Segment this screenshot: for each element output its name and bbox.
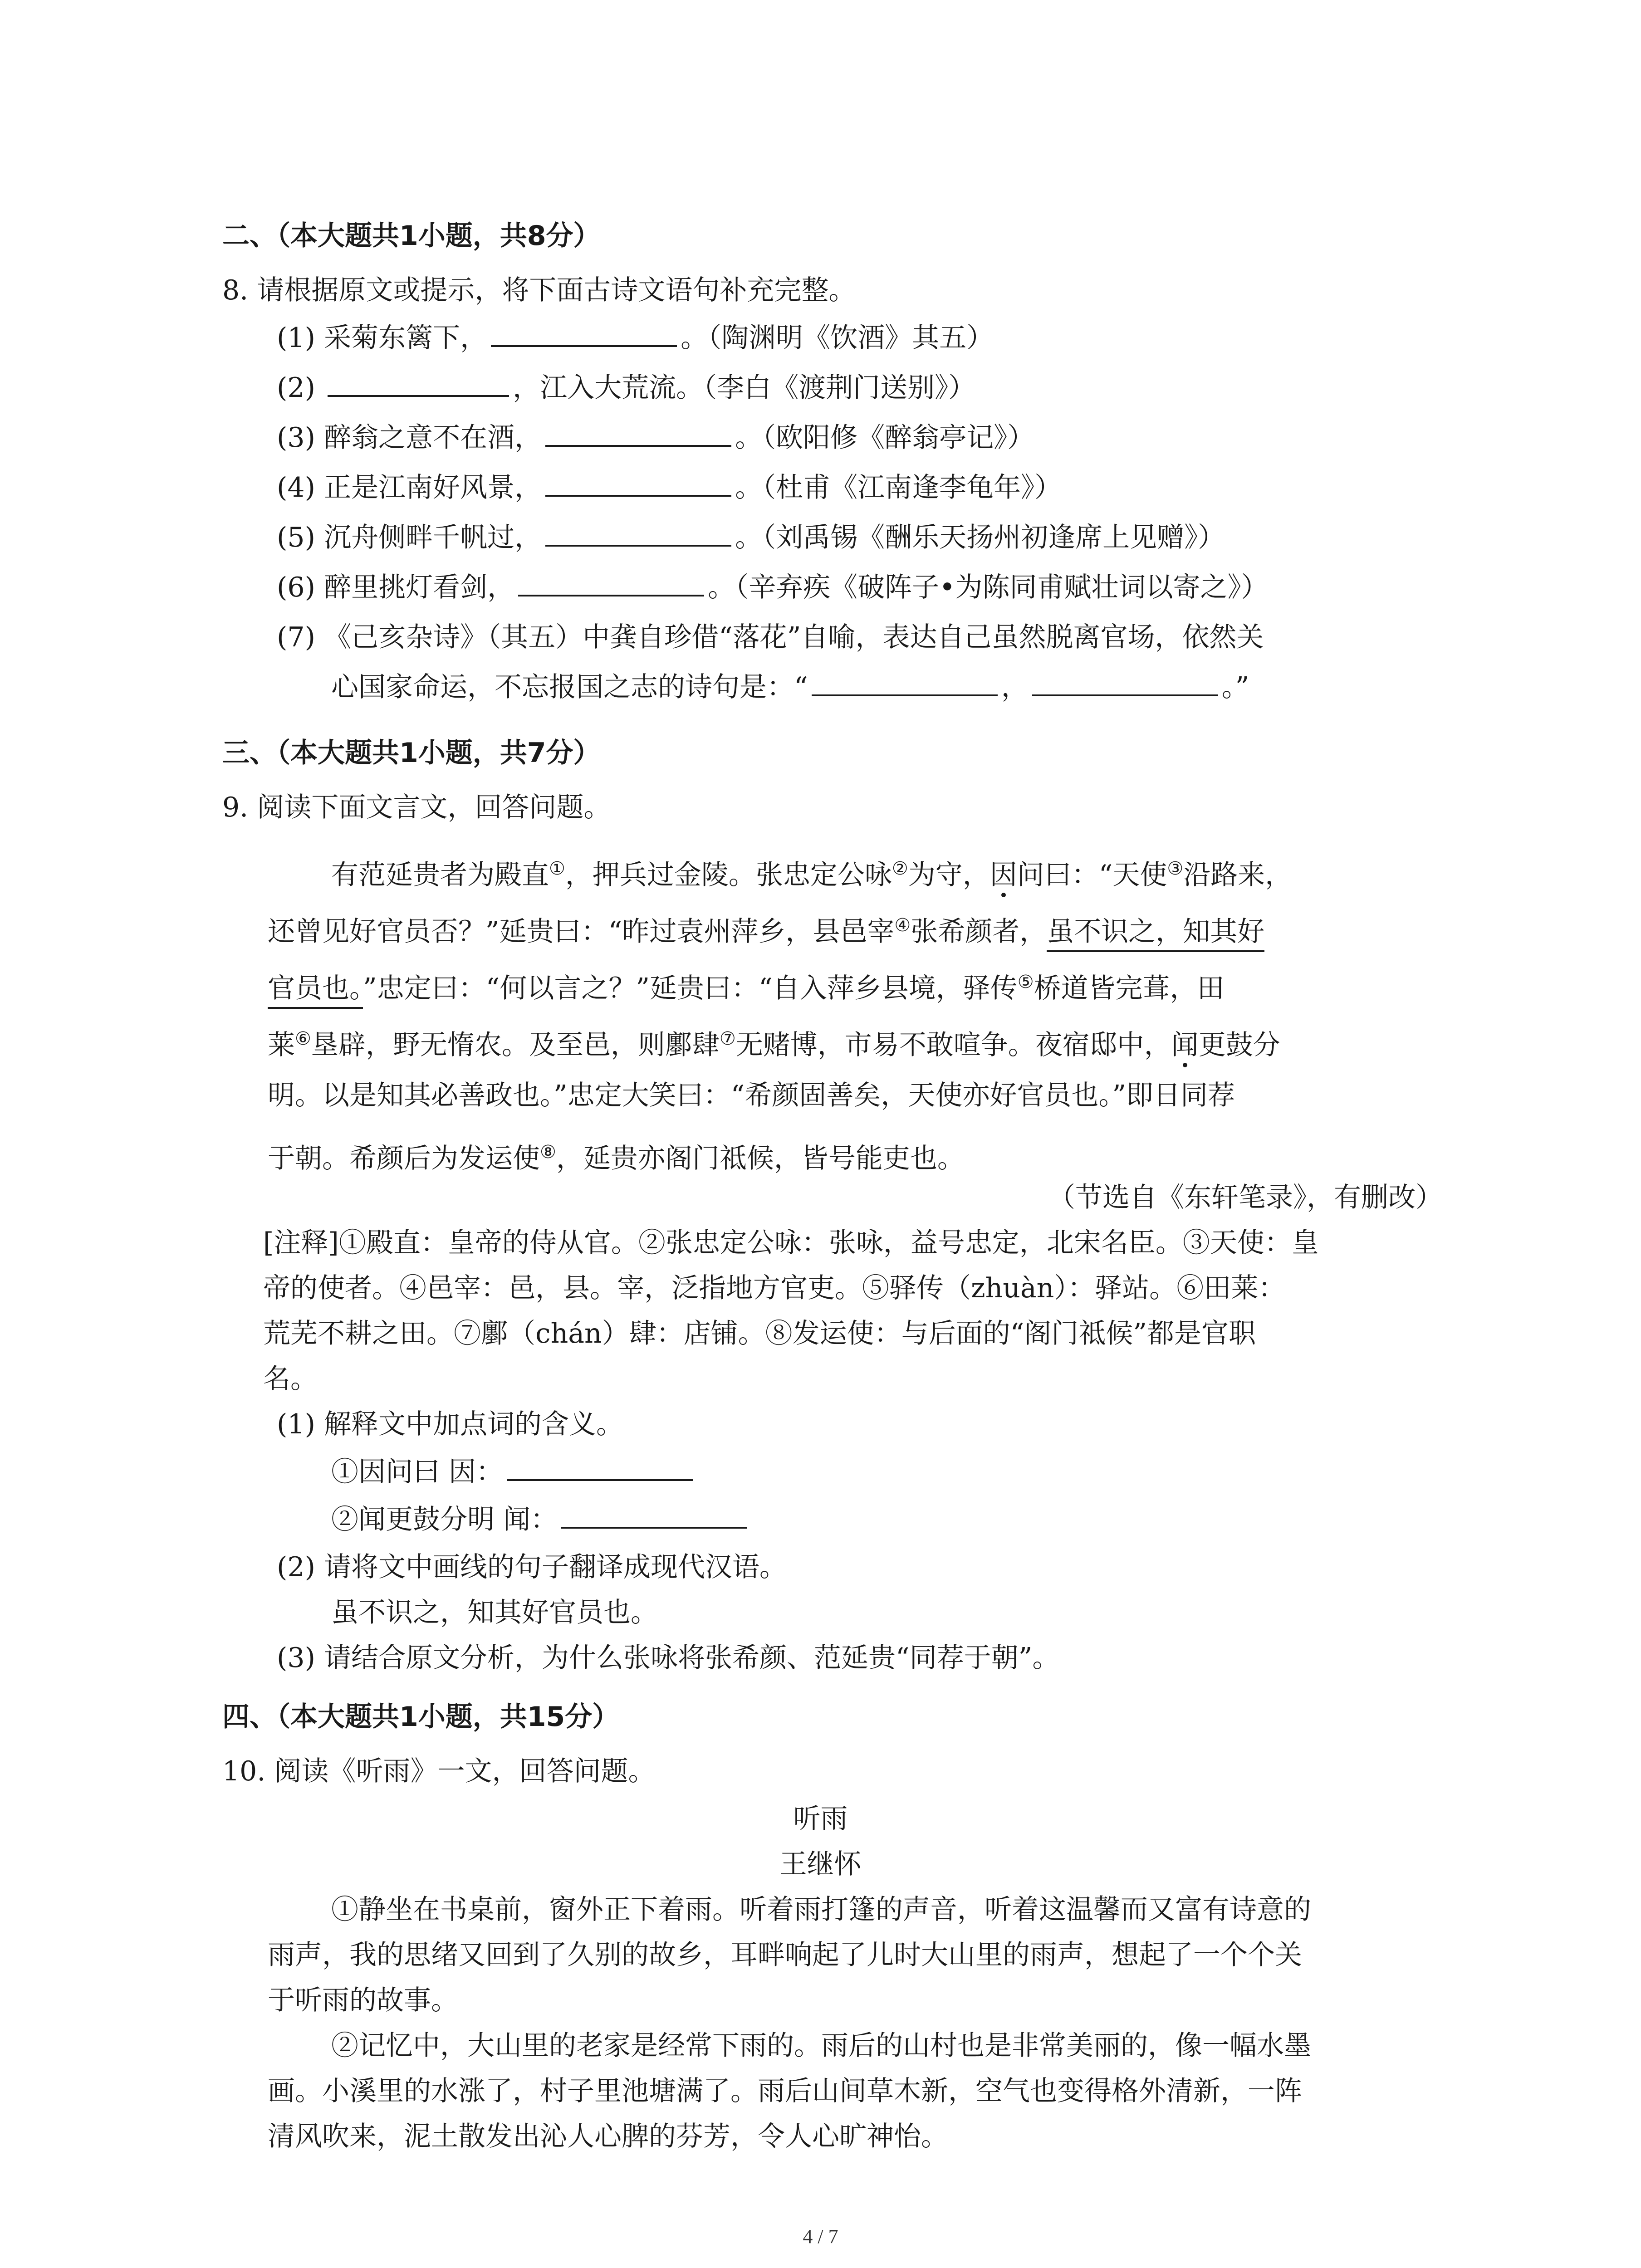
annotation-line: 荒芜不耕之田。⑦鄽（chán）肆：店铺。⑧发运使：与后面的“阁门祗候”都是官职 <box>263 1318 1256 1349</box>
question-9-stem: 9. 阅读下面文言文，回答问题。 <box>222 792 611 823</box>
answer-blank[interactable] <box>518 569 704 596</box>
q8-item-5: (5) 沉舟侧畔千帆过， 。（刘禹锡《酬乐天扬州初逢席上见赠》） <box>277 519 1225 556</box>
passage-line: 莱⑥垦辟，野无惰农。及至邑，则鄽肆⑦无赌博，市易不敢喧争。夜宿邸中，闻更鼓分 <box>268 1028 1280 1061</box>
passage-line: 还曾见好官员否？”延贵曰：“昨过袁州萍乡，县邑宰④张希颜者，虽不识之，知其好 <box>268 907 1264 943</box>
answer-blank[interactable] <box>561 1501 747 1529</box>
section-4-title: 四、（本大题共1小题，共15分） <box>222 1701 620 1733</box>
article-line: 雨声，我的思绪又回到了久别的故乡，耳畔响起了儿时大山里的雨声，想起了一个个关 <box>268 1939 1302 1971</box>
article-line: ①静坐在书桌前，窗外正下着雨。听着雨打篷的声音，听着这温馨而又富有诗意的 <box>331 1894 1311 1926</box>
passage-line: 明。以是知其必善政也。”忠定大笑曰：“希颜固善矣，天使亦好官员也。”即日同荐 <box>268 1080 1235 1111</box>
q9-sub-2: (2) 请将文中画线的句子翻译成现代汉语。 <box>277 1551 787 1583</box>
q9-sub-2a: 虽不识之，知其好官员也。 <box>331 1597 658 1628</box>
answer-blank[interactable] <box>545 420 731 447</box>
underlined-sentence: 官员也。 <box>268 973 363 1009</box>
passage-source: （节选自《东轩笔录》，有删改） <box>1048 1182 1443 1213</box>
q8-item-3: (3) 醉翁之意不在酒， 。（欧阳修《醉翁亭记》） <box>277 420 1034 456</box>
answer-blank[interactable] <box>491 320 677 347</box>
q8-item-6: (6) 醉里挑灯看剑， 。（辛弃疾《破阵子•为陈同甫赋壮词以寄之》） <box>277 569 1268 606</box>
dotted-word: 闻 <box>1171 1029 1199 1061</box>
dotted-word: 因 <box>989 859 1017 891</box>
passage-line: 官员也。”忠定曰：“何以言之？”延贵曰：“自入萍乡县境，驿传⑤桥道皆完葺，田 <box>268 964 1225 1000</box>
article-title: 听雨 <box>793 1803 848 1835</box>
annotation-line: 帝的使者。④邑宰：邑，县。宰，泛指地方官吏。⑤驿传（zhuàn）：驿站。⑥田莱： <box>263 1272 1286 1304</box>
q9-sub-1b: ②闻更鼓分明 闻： <box>331 1501 751 1538</box>
answer-blank[interactable] <box>545 469 731 497</box>
question-8-stem: 8. 请根据原文或提示，将下面古诗文语句补充完整。 <box>222 274 856 306</box>
section-2-title: 二、（本大题共1小题，共8分） <box>222 220 601 252</box>
answer-blank[interactable] <box>328 370 509 397</box>
answer-blank[interactable] <box>1032 669 1218 696</box>
section-3-title: 三、（本大题共1小题，共7分） <box>222 737 601 769</box>
q8-item-1: (1) 采菊东篱下， 。（陶渊明《饮酒》其五） <box>277 320 994 356</box>
q8-item-7-line1: (7) 《己亥杂诗》（其五）中龚自珍借“落花”自喻，表达自己虽然脱离官场，依然关 <box>277 621 1264 653</box>
passage-line: 有范延贵者为殿直①，押兵过金陵。张忠定公咏②为守，因问曰：“天使③沿路来， <box>331 858 1293 891</box>
q8-item-4: (4) 正是江南好风景， 。（杜甫《江南逢李龟年》） <box>277 469 1062 506</box>
answer-blank[interactable] <box>812 669 998 696</box>
article-line: 清风吹来，泥土散发出沁人心脾的芬芳，令人心旷神怡。 <box>268 2121 948 2152</box>
answer-blank[interactable] <box>545 519 731 547</box>
passage-line: 于朝。希颜后为发运使⑧，延贵亦阁门祗候，皆号能吏也。 <box>268 1142 965 1174</box>
page-number: 4 / 7 <box>803 2225 838 2248</box>
article-line: ②记忆中，大山里的老家是经常下雨的。雨后的山村也是非常美丽的，像一幅水墨 <box>331 2030 1311 2062</box>
annotation-line: 名。 <box>263 1363 318 1395</box>
annotation-line: [注释]①殿直：皇帝的侍从官。②张忠定公咏：张咏，益号忠定，北宋名臣。③天使：皇 <box>263 1227 1319 1259</box>
article-line: 画。小溪里的水涨了，村子里池塘满了。雨后山间草木新，空气也变得格外清新，一阵 <box>268 2075 1302 2107</box>
underlined-sentence: 虽不识之，知其好 <box>1047 916 1264 952</box>
answer-blank[interactable] <box>507 1454 693 1481</box>
question-10-stem: 10. 阅读《听雨》一文，回答问题。 <box>222 1755 656 1787</box>
q8-item-2: (2) ，江入大荒流。（李白《渡荆门送别》） <box>277 370 975 406</box>
article-author: 王继怀 <box>779 1848 862 1880</box>
q9-sub-1a: ①因问曰 因： <box>331 1454 696 1490</box>
article-line: 于听雨的故事。 <box>268 1984 458 2016</box>
q9-sub-1: (1) 解释文中加点词的含义。 <box>277 1408 624 1440</box>
q9-sub-3: (3) 请结合原文分析，为什么张咏将张希颜、范延贵“同荐于朝”。 <box>277 1642 1060 1674</box>
q8-item-7-line2: 心国家命运，不忘报国之志的诗句是：“ ， 。” <box>331 669 1249 705</box>
